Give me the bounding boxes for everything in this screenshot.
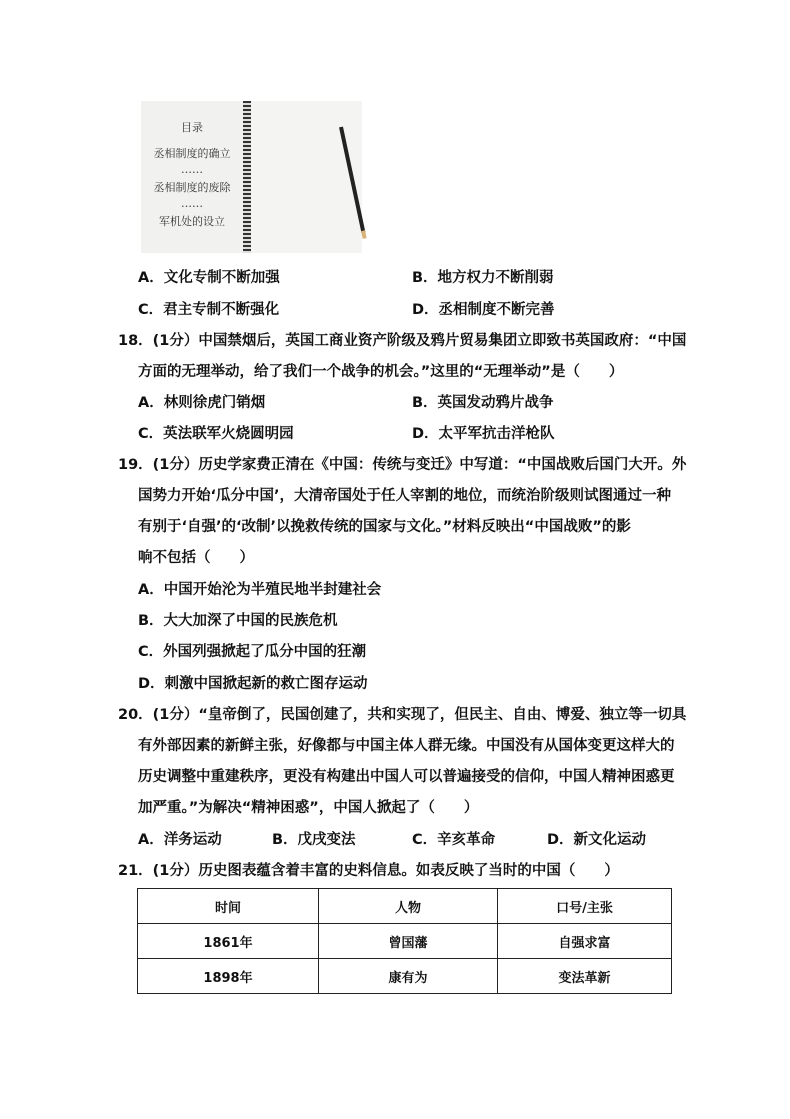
image-line: 丞相制度的废除	[153, 181, 231, 194]
image-line: ……	[181, 163, 203, 176]
question-19-stem: 有别于‘自强’的‘改制’以挽救传统的国家与文化。”材料反映出“中国战败”的影	[138, 519, 631, 535]
option-b: B．大大加深了中国的民族危机	[138, 613, 338, 629]
option-a: A．洋务运动	[138, 832, 222, 848]
question-21-stem: 21．(1分）历史图表蕴含着丰富的史料信息。如表反映了当时的中国（ ）	[118, 863, 619, 879]
option-d: D．丞相制度不断完善	[412, 302, 555, 318]
option-c: C．外国列强掀起了瓜分中国的狂潮	[138, 644, 367, 660]
option-c: C．君主专制不断强化	[138, 302, 280, 318]
question-18-stem: 方面的无理举动，给了我们一个战争的机会。”这里的“无理举动”是（ ）	[138, 364, 624, 380]
table-row	[138, 924, 672, 959]
table-cell: 1861年	[138, 924, 319, 959]
question-20-stem: 历史调整中重建秩序，更没有构建出中国人可以普遍接受的信仰，中国人精神困惑更	[138, 769, 675, 785]
question-19-stem: 国势力开始‘瓜分中国’，大清帝国处于任人宰割的地位，而统治阶级则试图通过一种	[138, 488, 672, 504]
question-20-stem: 20．(1分）“皇帝倒了，民国创建了，共和实现了，但民主、自由、博爱、独立等一切具	[118, 707, 687, 723]
question-18-stem: 18．(1分）中国禁烟后，英国工商业资产阶级及鸦片贸易集团立即致书英国政府：“中国	[118, 333, 687, 349]
table-cell: 1898年	[138, 959, 319, 994]
option-c: C．辛亥革命	[412, 832, 496, 848]
table-cell: 自强求富	[498, 924, 672, 959]
notebook-image	[141, 101, 362, 253]
table-cell: 曾国藩	[319, 924, 498, 959]
header-cell: 时间	[138, 889, 319, 924]
option-d: D．新文化运动	[547, 832, 647, 848]
option-a: A．文化专制不断加强	[138, 270, 280, 286]
question-20-stem: 加严重。”为解决“精神困惑”，中国人掀起了（ ）	[138, 800, 479, 816]
table-header-row	[138, 889, 672, 924]
option-b: B．英国发动鸦片战争	[412, 395, 554, 411]
question-19-stem: 19．(1分）历史学家费正清在《中国：传统与变迁》中写道：“中国战败后国门大开。外	[118, 457, 687, 473]
question-19-stem: 响不包括（ ）	[138, 550, 254, 566]
history-table	[137, 888, 672, 994]
image-line: 军机处的设立	[159, 215, 225, 228]
image-line: 丞相制度的确立	[153, 147, 231, 160]
option-a: A．中国开始沦为半殖民地半封建社会	[138, 582, 382, 598]
option-b: B．戊戌变法	[272, 832, 356, 848]
table-cell: 康有为	[319, 959, 498, 994]
question-20-stem: 有外部因素的新鲜主张，好像都与中国主体人群无缘。中国没有从国体变更这样大的	[138, 738, 675, 754]
option-c: C．英法联军火烧圆明园	[138, 426, 294, 442]
option-d: D．刺激中国掀起新的救亡图存运动	[138, 676, 368, 692]
spiral-binding	[243, 101, 251, 253]
header-cell: 人物	[319, 889, 498, 924]
option-a: A．林则徐虎门销烟	[138, 395, 266, 411]
image-line: ……	[181, 197, 203, 210]
table-row	[138, 959, 672, 994]
image-title: 目录	[181, 121, 203, 134]
option-b: B．地方权力不断削弱	[412, 270, 554, 286]
table-cell: 变法革新	[498, 959, 672, 994]
header-cell: 口号/主张	[498, 889, 672, 924]
option-d: D．太平军抗击洋枪队	[412, 426, 555, 442]
